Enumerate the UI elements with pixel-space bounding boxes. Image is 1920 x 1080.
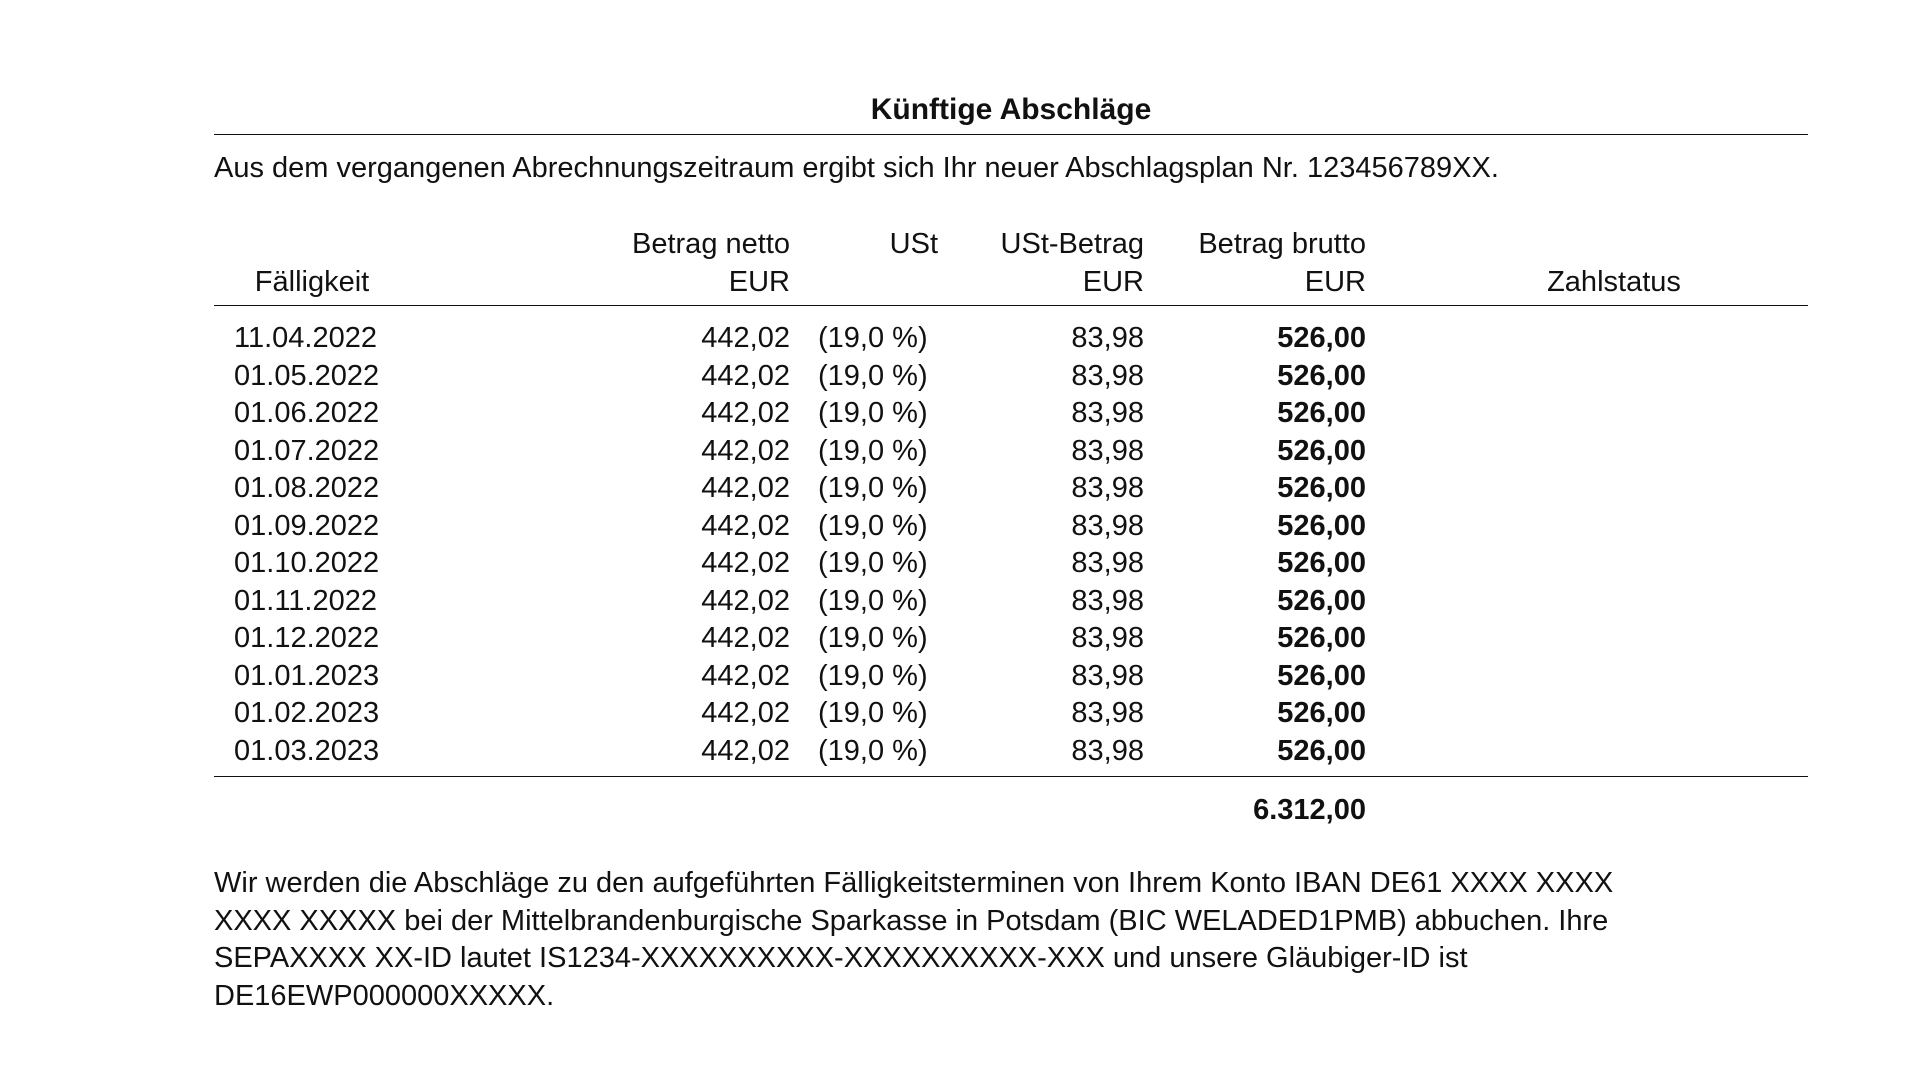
cell-vat: (19,0 %) bbox=[818, 359, 928, 392]
cell-vat-amount: 83,98 bbox=[1071, 472, 1144, 504]
cell-vat: (19,0 %) bbox=[818, 584, 928, 617]
cell-net: 442,02 bbox=[701, 734, 790, 767]
cell-status bbox=[1504, 433, 1724, 471]
cell-vat-amount: 83,98 bbox=[1071, 322, 1144, 354]
cell-vat: (19,0 %) bbox=[818, 547, 928, 579]
cell-date: 01.11.2022 bbox=[234, 584, 377, 617]
cell-status bbox=[1504, 508, 1724, 546]
header-gross: Betrag brutto EUR bbox=[1198, 228, 1366, 298]
cell-status bbox=[1504, 395, 1724, 433]
cell-vat: (19,0 %) bbox=[818, 434, 928, 467]
cell-net: 442,02 bbox=[701, 322, 790, 354]
column-net bbox=[464, 320, 790, 770]
cell-vat-amount: 83,98 bbox=[1071, 734, 1144, 767]
cell-net: 442,02 bbox=[701, 547, 790, 579]
cell-vat: (19,0 %) bbox=[818, 622, 928, 654]
cell-vat-amount: 83,98 bbox=[1071, 547, 1144, 579]
cell-gross: 526,00 bbox=[1277, 472, 1366, 504]
cell-vat: (19,0 %) bbox=[818, 697, 928, 729]
column-date bbox=[234, 320, 434, 770]
total-rule bbox=[214, 776, 1808, 777]
cell-date: 01.12.2022 bbox=[234, 622, 380, 654]
cell-status bbox=[1504, 358, 1724, 396]
cell-vat: (19,0 %) bbox=[818, 397, 928, 429]
cell-vat: (19,0 %) bbox=[818, 734, 928, 767]
cell-status bbox=[1504, 620, 1724, 658]
cell-date: 01.03.2023 bbox=[234, 734, 380, 767]
header-vat: USt bbox=[889, 228, 938, 260]
cell-net: 442,02 bbox=[701, 584, 790, 617]
cell-status bbox=[1504, 658, 1724, 696]
cell-gross: 526,00 bbox=[1277, 697, 1366, 729]
cell-net: 442,02 bbox=[701, 622, 790, 654]
cell-vat-amount: 83,98 bbox=[1071, 397, 1144, 429]
cell-net: 442,02 bbox=[701, 472, 790, 504]
cell-status bbox=[1504, 583, 1724, 621]
cell-net: 442,02 bbox=[701, 659, 790, 692]
cell-vat: (19,0 %) bbox=[818, 509, 928, 542]
cell-gross: 526,00 bbox=[1277, 659, 1366, 692]
cell-date: 01.06.2022 bbox=[234, 397, 380, 429]
cell-vat: (19,0 %) bbox=[818, 659, 928, 692]
title-rule bbox=[214, 134, 1808, 135]
cell-vat-amount: 83,98 bbox=[1071, 359, 1144, 392]
column-vat-amount bbox=[934, 320, 1144, 770]
cell-gross: 526,00 bbox=[1277, 734, 1366, 767]
column-status bbox=[1504, 320, 1724, 770]
cell-gross: 526,00 bbox=[1277, 547, 1366, 579]
cell-gross: 526,00 bbox=[1277, 622, 1366, 654]
cell-gross: 526,00 bbox=[1277, 584, 1366, 617]
cell-net: 442,02 bbox=[701, 397, 790, 429]
cell-net: 442,02 bbox=[701, 509, 790, 542]
cell-status bbox=[1504, 470, 1724, 508]
cell-gross: 526,00 bbox=[1277, 359, 1366, 392]
cell-vat-amount: 83,98 bbox=[1071, 584, 1144, 617]
cell-net: 442,02 bbox=[701, 359, 790, 392]
header-status: Zahlstatus bbox=[1547, 265, 1681, 298]
document-title: Künftige Abschläge bbox=[870, 93, 1152, 126]
cell-status bbox=[1504, 695, 1724, 733]
cell-vat-amount: 83,98 bbox=[1071, 697, 1144, 729]
cell-vat: (19,0 %) bbox=[818, 472, 928, 504]
cell-date: 01.10.2022 bbox=[234, 547, 380, 579]
cell-date: 01.01.2023 bbox=[234, 659, 380, 692]
cell-gross: 526,00 bbox=[1277, 322, 1366, 354]
intro-text: Aus dem vergangenen Abrechnungszeitraum ergibt sich Ihr neuer Abschlagsplan Nr. 123456789XX. bbox=[214, 152, 1499, 184]
header-rule bbox=[214, 305, 1808, 306]
footer-line: XXXX XXXXX bei der Mittelbrandenburgische Sparkasse in Potsdam (BIC WELADED1PMB) abbuchen. Ihre bbox=[214, 904, 1609, 937]
total-gross: 6.312,00 bbox=[1253, 794, 1366, 826]
cell-vat-amount: 83,98 bbox=[1071, 434, 1144, 467]
cell-date: 01.07.2022 bbox=[234, 434, 380, 467]
header-date: Fälligkeit bbox=[254, 265, 370, 298]
cell-vat-amount: 83,98 bbox=[1071, 509, 1144, 542]
footer-line: Wir werden die Abschläge zu den aufgeführten Fälligkeitsterminen von Ihrem Konto IBAN DE61 XXXX XXXX bbox=[214, 867, 1614, 899]
cell-gross: 526,00 bbox=[1277, 434, 1366, 467]
cell-date: 01.02.2023 bbox=[234, 697, 380, 729]
header-net: Betrag netto EUR bbox=[632, 228, 790, 298]
cell-vat-amount: 83,98 bbox=[1071, 659, 1144, 692]
footer-line: DE16EWP000000XXXXX. bbox=[214, 979, 555, 1012]
cell-net: 442,02 bbox=[701, 697, 790, 729]
cell-date: 01.09.2022 bbox=[234, 509, 380, 542]
cell-status bbox=[1504, 733, 1724, 771]
cell-date: 01.05.2022 bbox=[234, 359, 380, 392]
cell-net: 442,02 bbox=[701, 434, 790, 467]
column-gross bbox=[1144, 320, 1366, 770]
cell-gross: 526,00 bbox=[1277, 509, 1366, 542]
header-vat-amount: USt-Betrag EUR bbox=[1000, 228, 1144, 298]
cell-date: 01.08.2022 bbox=[234, 472, 380, 504]
footer-line: SEPAXXXX XX-ID lautet IS1234-XXXXXXXXXX-XXXXXXXXXX-XXX und unsere Gläubiger-ID ist bbox=[214, 942, 1468, 974]
cell-date: 11.04.2022 bbox=[234, 322, 377, 354]
cell-status bbox=[1504, 320, 1724, 358]
cell-status bbox=[1504, 545, 1724, 583]
cell-vat-amount: 83,98 bbox=[1071, 622, 1144, 654]
footer-text bbox=[214, 865, 1808, 1015]
cell-vat: (19,0 %) bbox=[818, 322, 928, 354]
cell-gross: 526,00 bbox=[1277, 397, 1366, 429]
